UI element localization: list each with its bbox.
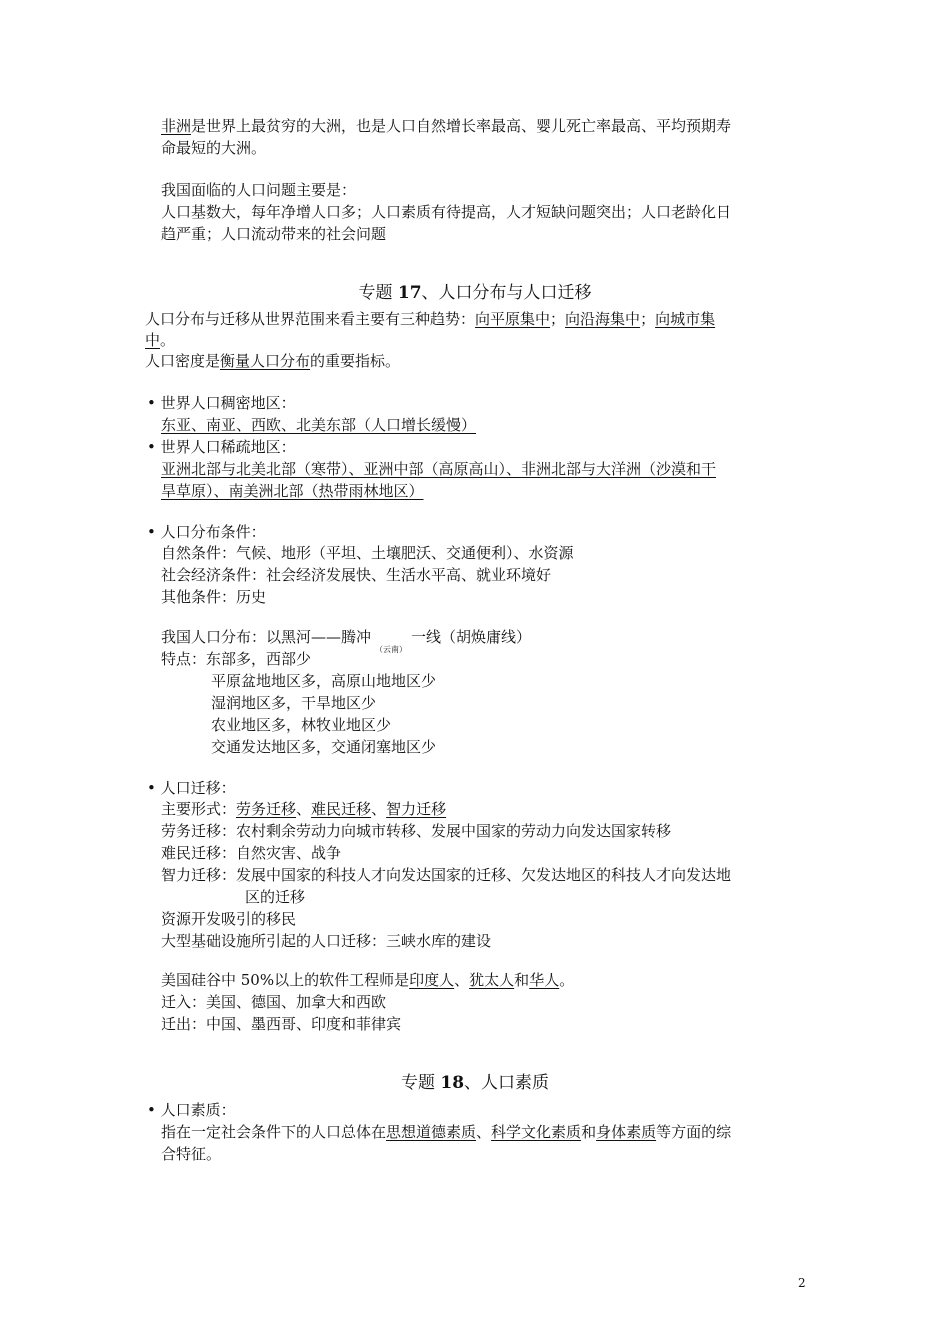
density-pre: 人口密度是	[145, 352, 221, 370]
form-intellectual: 智力迁移	[386, 800, 447, 818]
conjunction: 和	[581, 1123, 597, 1141]
density-line	[145, 351, 400, 371]
refugee-migration: 难民迁移：自然灾害、战争	[161, 844, 342, 862]
feature-4: 农业地区多，林牧业地区少	[211, 716, 392, 734]
heading-title: 、人口素质	[464, 1073, 550, 1093]
migration-label: • 人口迁移：	[147, 779, 236, 797]
feature-1: 特点：东部多，西部少	[161, 650, 312, 668]
emigration-countries: 迁出：中国、墨西哥、印度和菲律宾	[161, 1015, 402, 1033]
yunnan-note: （云南）	[375, 645, 408, 654]
def-physical: 身体素质	[596, 1123, 657, 1141]
page-number: 2	[798, 1276, 806, 1290]
sv-jews: 犹太人	[469, 971, 515, 989]
separator: 、	[454, 971, 470, 989]
form-refugee: 难民迁移	[311, 800, 372, 818]
separator: 、	[371, 800, 387, 818]
period: 。	[160, 331, 176, 349]
migration-forms	[161, 799, 446, 819]
africa-text: 是世界上最贫穷的大洲，也是人口自然增长率最高、婴儿死亡率最高、平均预期寿	[191, 117, 732, 135]
quality-definition-1	[161, 1122, 731, 1142]
quality-label: • 人口素质：	[147, 1101, 236, 1119]
china-problems-line-2: 趋严重；人口流动带来的社会问题	[161, 225, 387, 243]
heading-prefix: 专题	[400, 1073, 441, 1093]
dense-areas-label: • 世界人口稠密地区：	[147, 394, 296, 412]
def-post: 等方面的综	[656, 1123, 732, 1141]
trend-city-cont: 中	[145, 331, 161, 349]
topic-18-heading	[0, 1072, 950, 1094]
sv-pre: 美国硅谷中 50%以上的软件工程师是	[161, 971, 410, 989]
sparse-areas-value-2: 旱草原）、南美洲北部（热带雨林地区）	[161, 482, 424, 500]
heading-prefix: 专题	[358, 283, 398, 303]
trend-city: 向城市集	[655, 310, 716, 328]
separator: 、	[476, 1123, 492, 1141]
trends-line	[145, 309, 715, 329]
sv-indians: 印度人	[409, 971, 455, 989]
africa-line-1	[161, 116, 731, 136]
separator: ；	[550, 310, 566, 328]
intellectual-migration-1: 智力迁移：发展中国家的科技人才向发达国家的迁移、欠发达地区的科技人才向发达地	[161, 866, 732, 884]
form-labor: 劳务迁移	[236, 800, 297, 818]
heading-number: 18	[440, 1073, 465, 1093]
def-pre: 指在一定社会条件下的人口总体在	[161, 1123, 387, 1141]
feature-5: 交通发达地区多，交通闭塞地区少	[211, 738, 437, 756]
infrastructure-migration: 大型基础设施所引起的人口迁移：三峡水库的建设	[161, 932, 492, 950]
sparse-areas-label: • 世界人口稀疏地区：	[147, 438, 296, 456]
silicon-valley-line	[161, 970, 574, 990]
def-moral: 思想道德素质	[386, 1123, 477, 1141]
quality-definition-2: 合特征。	[161, 1145, 222, 1163]
sparse-areas-value-1: 亚洲北部与北美北部（寒带）、亚洲中部（高原高山）、非洲北部与大洋洲（沙漠和干	[161, 460, 717, 478]
china-distribution-line	[161, 627, 532, 654]
separator: ；	[640, 310, 656, 328]
feature-3: 湿润地区多，干旱地区少	[211, 694, 377, 712]
hu-line: 一线（胡焕庸线）	[411, 628, 532, 646]
topic-17-heading	[0, 282, 950, 304]
separator: 、	[296, 800, 312, 818]
period: 。	[559, 971, 575, 989]
china-problems-line-1: 人口基数大，每年净增人口多；人口素质有待提高，人才短缺问题突出；人口老龄化日	[161, 203, 732, 221]
trend-coast: 向沿海集中	[565, 310, 641, 328]
density-term: 衡量人口分布	[220, 352, 311, 370]
conjunction: 和	[514, 971, 530, 989]
distribution-conditions-label: • 人口分布条件：	[147, 523, 266, 541]
africa-term: 非洲	[161, 117, 192, 135]
dense-areas-value: 东亚、南亚、西欧、北美东部（人口增长缓慢）	[161, 416, 477, 434]
trend-plains: 向平原集中	[475, 310, 551, 328]
china-problems-title: 我国面临的人口问题主要是：	[161, 181, 357, 199]
trends-intro: 人口分布与迁移从世界范围来看主要有三种趋势：	[145, 310, 476, 328]
africa-line-2: 命最短的大洲。	[161, 139, 267, 157]
density-post: 的重要指标。	[310, 352, 401, 370]
trends-line-2	[145, 330, 175, 350]
natural-conditions: 自然条件：气候、地形（平坦、土壤肥沃、交通便利）、水资源	[161, 544, 574, 562]
other-conditions: 其他条件：历史	[161, 588, 267, 606]
immigration-countries: 迁入：美国、德国、加拿大和西欧	[161, 993, 387, 1011]
resource-migration: 资源开发吸引的移民	[161, 910, 297, 928]
social-conditions: 社会经济条件：社会经济发展快、生活水平高、就业环境好	[161, 566, 552, 584]
labor-migration: 劳务迁移：农村剩余劳动力向城市转移、发展中国家的劳动力向发达国家转移	[161, 822, 672, 840]
forms-pre: 主要形式：	[161, 800, 237, 818]
def-science: 科学文化素质	[491, 1123, 582, 1141]
feature-2: 平原盆地地区多，高原山地地区少	[211, 672, 437, 690]
heading-title: 、人口分布与人口迁移	[421, 283, 592, 303]
china-dist-pre: 我国人口分布：以黑河——腾冲	[161, 628, 372, 646]
intellectual-migration-2: 区的迁移	[245, 888, 306, 906]
heading-number: 17	[397, 283, 422, 303]
sv-chinese: 华人	[529, 971, 560, 989]
